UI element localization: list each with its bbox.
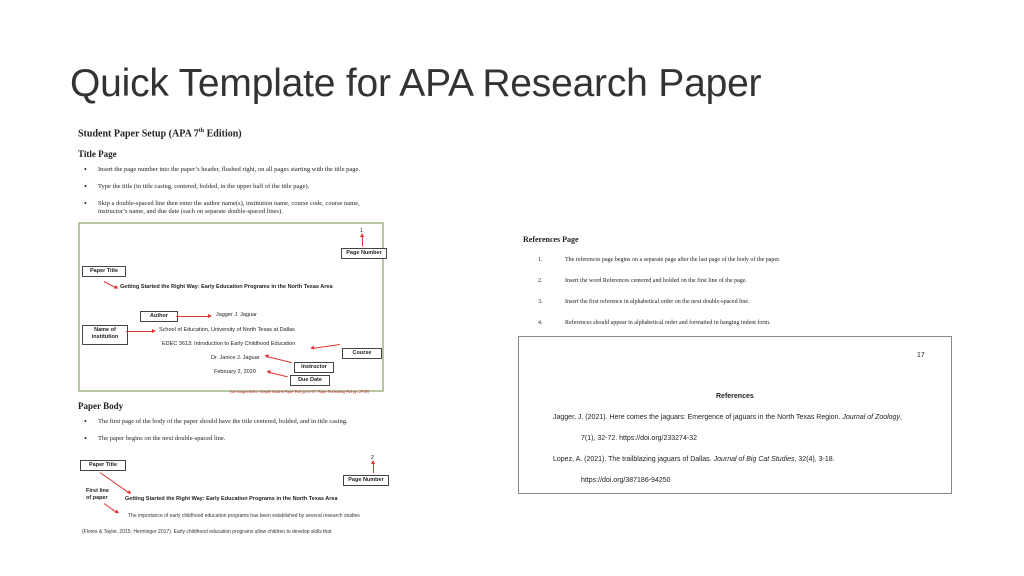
example-body-line: (Flores & Taylor, 2015; Herminger 2017). Early childhood education programs allow children to develop skills that bbox=[82, 529, 332, 535]
arrow-icon bbox=[104, 281, 117, 288]
paper-body-bullets bbox=[78, 418, 383, 452]
due-date-label: Due Date bbox=[290, 375, 330, 386]
page-number-value: 17 bbox=[917, 352, 925, 359]
slide-title: Quick Template for APA Research Paper bbox=[70, 62, 762, 105]
arrow-icon bbox=[126, 331, 154, 332]
page-number-value: 1 bbox=[360, 228, 364, 234]
references-heading: References Page bbox=[523, 235, 579, 244]
course-label: Course bbox=[342, 348, 382, 359]
page-number-label: Page Number bbox=[343, 475, 389, 486]
page-number-label: Page Number bbox=[341, 248, 387, 259]
example-date: February 2, 2020 bbox=[214, 369, 256, 375]
list-item: • The paper begins on the next double-spaced line. bbox=[78, 435, 383, 443]
list-item: • Skip a double-spaced line then enter the author name(s), institution name, course code, course name, instructor’s name, and due date (each on separate double-spaced lines). bbox=[78, 200, 383, 216]
arrow-icon bbox=[362, 236, 363, 246]
references-title: References bbox=[716, 393, 754, 400]
setup-heading: Student Paper Setup (APA 7th Edition) bbox=[78, 128, 242, 140]
reference-entry: Lopez, A. (2021). The trailblazing jaguars of Dallas. Journal of Big Cat Studies, 32(4), 3-18. bbox=[553, 456, 835, 463]
list-item: • Insert the page number into the paper’s header, flushed right, on all pages starting with the title page. bbox=[78, 166, 383, 174]
paper-body-example bbox=[78, 455, 386, 543]
list-item: 4. References should appear in alphabetical order and formatted in hanging indent form. bbox=[538, 320, 771, 326]
arrow-icon bbox=[266, 356, 291, 363]
instructor-label: Instructor bbox=[294, 362, 334, 373]
references-example bbox=[518, 336, 952, 494]
example-author: Jagger J. Jaguar bbox=[216, 312, 257, 318]
institution-label: Name of institution bbox=[82, 325, 128, 345]
paper-body-heading: Paper Body bbox=[78, 401, 124, 411]
example-institution: School of Education, University of North Texas at Dallas bbox=[159, 327, 295, 333]
title-page-heading: Title Page bbox=[78, 149, 117, 159]
example-paper-title: Getting Started the Right Way: Early Education Programs in the North Texas Area bbox=[120, 284, 333, 290]
example-body-title: Getting Started the Right Way: Early Education Programs in the North Texas Area bbox=[125, 496, 338, 502]
list-item: • Type the title (in title casing, centered, bolded, in the upper half of the title page). bbox=[78, 183, 383, 191]
reference-entry: Jagger, J. (2021). Here comes the jaguars: Emergence of jaguars in the North Texas Region. Journal of Zoology, bbox=[553, 414, 902, 421]
example-instructor: Dr. Janice J. Jaguar bbox=[211, 355, 260, 361]
arrow-icon bbox=[373, 463, 374, 473]
arrow-icon bbox=[176, 316, 210, 317]
list-item: • The first page of the body of the paper should have the title centered, bolded, and in title casing. bbox=[78, 418, 383, 426]
arrow-icon bbox=[268, 372, 288, 378]
references-list bbox=[538, 256, 958, 340]
arrow-icon bbox=[312, 344, 340, 349]
list-item: 2. Insert the word References centered and bolded on the first line of the page. bbox=[538, 278, 747, 284]
reference-entry-continuation: https://doi.org/387186-94250 bbox=[581, 477, 671, 484]
sample-caption: (see images below: Sample Student Paper Pub pp 61-67; Paper Formatting Pub pp. 29-49) bbox=[230, 390, 369, 394]
list-item: 3. Insert the first reference in alphabetical order on the next double-spaced line. bbox=[538, 299, 750, 305]
paper-title-label: Paper Title bbox=[80, 460, 126, 471]
author-label: Author bbox=[140, 311, 178, 322]
example-body-line: The importance of early childhood education programs has been established by several research studies bbox=[128, 513, 360, 519]
list-item: 1. The references page begins on a separate page after the last page of the body of the paper. bbox=[538, 257, 781, 263]
page-number-value: 2 bbox=[371, 455, 375, 461]
example-course: EDEC 3613: Introduction to Early Childhood Education bbox=[162, 341, 296, 347]
title-page-example bbox=[78, 222, 384, 392]
reference-entry-continuation: 7(1), 32-72. https://doi.org/233274-32 bbox=[581, 435, 697, 442]
title-page-bullets bbox=[78, 166, 383, 225]
paper-title-label: Paper Title bbox=[82, 266, 126, 277]
first-line-label: First line of paper bbox=[86, 488, 109, 501]
arrow-icon bbox=[104, 503, 118, 513]
